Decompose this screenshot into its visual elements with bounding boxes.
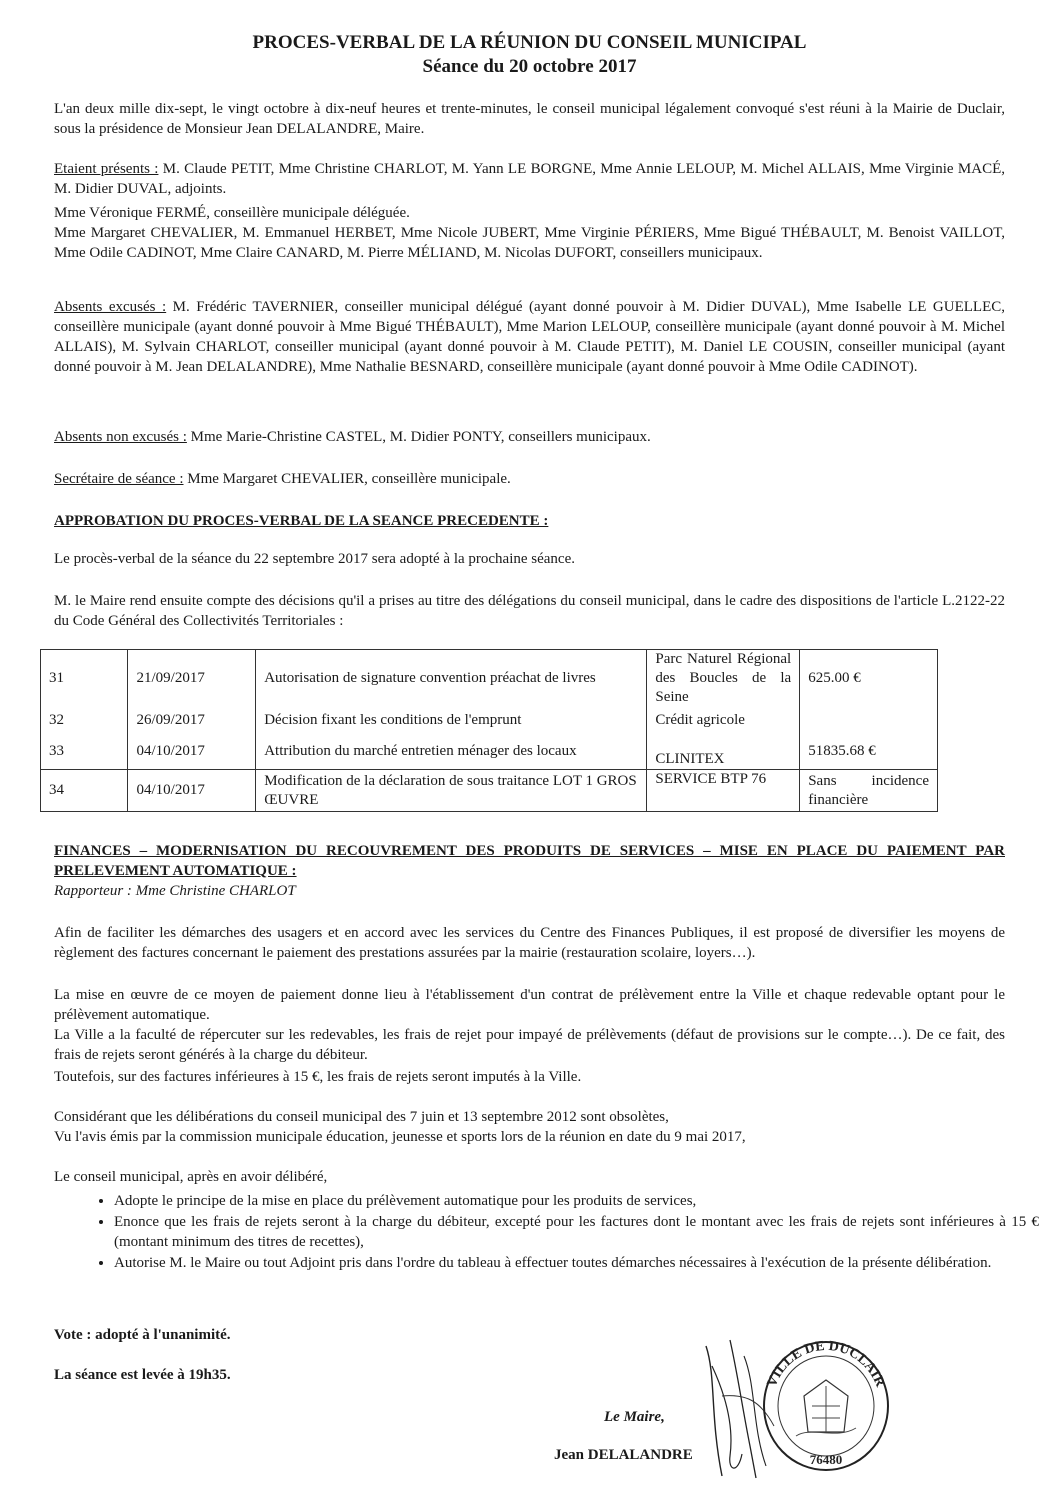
decision-beneficiaire: Crédit agricole bbox=[647, 708, 800, 734]
decision-num: 33 bbox=[41, 734, 128, 770]
table-row bbox=[41, 734, 938, 770]
finances-heading: FINANCES – MODERNISATION DU RECOUVREMENT DES PRODUITS DE SERVICES – MISE EN PLACE DU PAIEMENT PAR PRELEVEMENT AUTOMATIQUE : bbox=[54, 843, 1005, 879]
decision-num: 34 bbox=[41, 770, 128, 812]
stamp-signature-graphic bbox=[686, 1336, 896, 1482]
decision-date: 04/10/2017 bbox=[128, 770, 256, 812]
decision-date: 21/09/2017 bbox=[128, 650, 256, 708]
decision-objet: Attribution du marché entretien ménager des locaux bbox=[256, 734, 647, 770]
decision-montant: 51835.68 € bbox=[800, 734, 938, 770]
decision-beneficiaire: CLINITEX bbox=[647, 734, 800, 770]
decision-objet: Modification de la déclaration de sous traitance LOT 1 GROS ŒUVRE bbox=[256, 770, 647, 812]
secretaire-label: Secrétaire de séance : bbox=[54, 471, 184, 487]
finances-rapporteur: Rapporteur : Mme Christine CHARLOT bbox=[54, 883, 296, 899]
document-title: PROCES-VERBAL DE LA RÉUNION DU CONSEIL MUNICIPAL bbox=[252, 32, 807, 53]
decision-montant: 625.00 € bbox=[800, 650, 938, 708]
presents-label: Etaient présents : bbox=[54, 161, 159, 177]
list-item: • Enonce que les frais de rejets seront à la charge du débiteur, excepté pour les factures dont le montant avec les frais de rejets sont inférieures à 15 € (montant minimum des titres de recettes), bbox=[114, 1212, 1039, 1252]
signature-role: Le Maire, bbox=[604, 1409, 665, 1425]
presents-conseillers: Mme Margaret CHEVALIER, M. Emmanuel HERBET, Mme Nicole JUBERT, Mme Virginie PÉRIERS, Mme Bigué THÉBAULT, M. Benoist VAILLOT, Mme Odile CADINOT, Mme Claire CANARD, M. Pierre MÉLIAND, M. Nicolas DUFORT, conseillers municipaux. bbox=[54, 225, 1005, 261]
table-row bbox=[41, 708, 938, 734]
seance-cloture: La séance est levée à 19h35. bbox=[54, 1367, 231, 1383]
presents-paragraph bbox=[54, 159, 1005, 199]
absents-non-excuses-paragraph bbox=[54, 427, 1005, 447]
absents-non-excuses-label: Absents non excusés : bbox=[54, 429, 187, 445]
decisions-intro: M. le Maire rend ensuite compte des décisions qu'il a prises au titre des délégations du conseil municipal, dans le cadre des dispositions de l'article L.2122-22 du Code Général des Collectivités Territoriales : bbox=[54, 593, 1005, 629]
absents-excuses-label: Absents excusés : bbox=[54, 299, 167, 315]
decision-montant: Sans incidence financière bbox=[800, 770, 938, 812]
decision-beneficiaire: SERVICE BTP 76 bbox=[647, 770, 800, 812]
vote-result: Vote : adopté à l'unanimité. bbox=[54, 1327, 231, 1343]
intro-paragraph: L'an deux mille dix-sept, le vingt octobre à dix-neuf heures et trente-minutes, le conseil municipal légalement convoqué s'est réuni à la Mairie de Duclair, sous la présidence de Monsieur Jean DELALANDRE, Maire. bbox=[54, 101, 1005, 137]
finances-paragraph-1: Afin de faciliter les démarches des usagers et en accord avec les services du Centre des Finances Publiques, il est proposé de diversifier les moyens de règlement des factures concernant le paiement des prestations assurées par la mairie (restauration scolaire, loyers…). bbox=[54, 925, 1005, 961]
absents-excuses-text: M. Frédéric TAVERNIER, conseiller municipal délégué (ayant donné pouvoir à M. Didier DUVAL), Mme Isabelle LE GUELLEC, conseillère municipale (ayant donné pouvoir à Mme Bigué THÉBAULT), Mme Marion LELOUP, conseillère municipale (ayant donné pouvoir à M. Michel ALLAIS), M. Sylvain CHARLOT, conseiller municipal (ayant donné pouvoir à M. Claude PETIT), M. Daniel LE COUSIN, conseiller municipal (ayant donné pouvoir à M. Jean DELALANDRE), Mme Nathalie BESNARD, conseillère municipale (ayant donné pouvoir à Mme Odile CADINOT). bbox=[54, 299, 1005, 375]
absents-excuses-paragraph bbox=[54, 297, 1005, 377]
deliberation-list bbox=[80, 1191, 1039, 1274]
finances-paragraph-2: La mise en œuvre de ce moyen de paiement donne lieu à l'établissement d'un contrat de prélèvement entre la Ville et chaque redevable optant pour le prélèvement automatique. bbox=[54, 987, 1005, 1023]
finances-paragraph-3: La Ville a la faculté de répercuter sur les redevables, les frais de rejet pour impayé de prélèvements (défaut de provisions sur le compte…). De ce fait, des frais de rejets seront générés à la charge du débiteur. bbox=[54, 1027, 1005, 1063]
approbation-text: Le procès-verbal de la séance du 22 septembre 2017 sera adopté à la prochaine séance. bbox=[54, 551, 576, 567]
secretaire-paragraph bbox=[54, 469, 1005, 489]
secretaire-text: Mme Margaret CHEVALIER, conseillère municipale. bbox=[183, 471, 511, 487]
signature-name: Jean DELALANDRE bbox=[554, 1447, 693, 1463]
decision-beneficiaire: Parc Naturel Régional des Boucles de la Seine bbox=[647, 650, 800, 708]
table-row bbox=[41, 770, 938, 812]
conseil-deliberation: Le conseil municipal, après en avoir délibéré, bbox=[54, 1169, 328, 1185]
approbation-heading: APPROBATION DU PROCES-VERBAL DE LA SEANCE PRECEDENTE : bbox=[54, 513, 549, 529]
decision-num: 31 bbox=[41, 650, 128, 708]
presents-adjoints: M. Claude PETIT, Mme Christine CHARLOT, M. Yann LE BORGNE, Mme Annie LELOUP, M. Michel ALLAIS, Mme Virginie MACÉ, M. Didier DUVAL, adjoints. bbox=[54, 161, 1005, 197]
stamp-text-top: VILLE DE DUCLAIR bbox=[764, 1338, 888, 1390]
decision-montant bbox=[800, 708, 938, 734]
decision-objet: Décision fixant les conditions de l'emprunt bbox=[256, 708, 647, 734]
decision-date: 26/09/2017 bbox=[128, 708, 256, 734]
mairie-stamp bbox=[686, 1336, 896, 1487]
decision-num: 32 bbox=[41, 708, 128, 734]
list-item: • Adopte le principe de la mise en place du prélèvement automatique pour les produits de services, bbox=[114, 1191, 1039, 1211]
table-row bbox=[41, 650, 938, 708]
presents-deleguee: Mme Véronique FERMÉ, conseillère municipale déléguée. bbox=[54, 205, 410, 221]
considerant-2: Vu l'avis émis par la commission municipale éducation, jeunesse et sports lors de la réunion en date du 9 mai 2017, bbox=[54, 1129, 746, 1145]
list-item: • Autorise M. le Maire ou tout Adjoint pris dans l'ordre du tableau à effectuer toutes démarches nécessaires à l'exécution de la présente délibération. bbox=[114, 1253, 1039, 1273]
decision-date: 04/10/2017 bbox=[128, 734, 256, 770]
stamp-text-bottom: 76480 bbox=[809, 1452, 843, 1467]
absents-non-excuses-text: Mme Marie-Christine CASTEL, M. Didier PONTY, conseillers municipaux. bbox=[186, 429, 651, 445]
decision-objet: Autorisation de signature convention préachat de livres bbox=[256, 650, 647, 708]
considerant-1: Considérant que les délibérations du conseil municipal des 7 juin et 13 septembre 2012 sont obsolètes, bbox=[54, 1109, 669, 1125]
decisions-table bbox=[40, 649, 938, 812]
finances-paragraph-4: Toutefois, sur des factures inférieures à 15 €, les frais de rejets seront imputés à la Ville. bbox=[54, 1069, 582, 1085]
document-subtitle: Séance du 20 octobre 2017 bbox=[422, 56, 637, 77]
